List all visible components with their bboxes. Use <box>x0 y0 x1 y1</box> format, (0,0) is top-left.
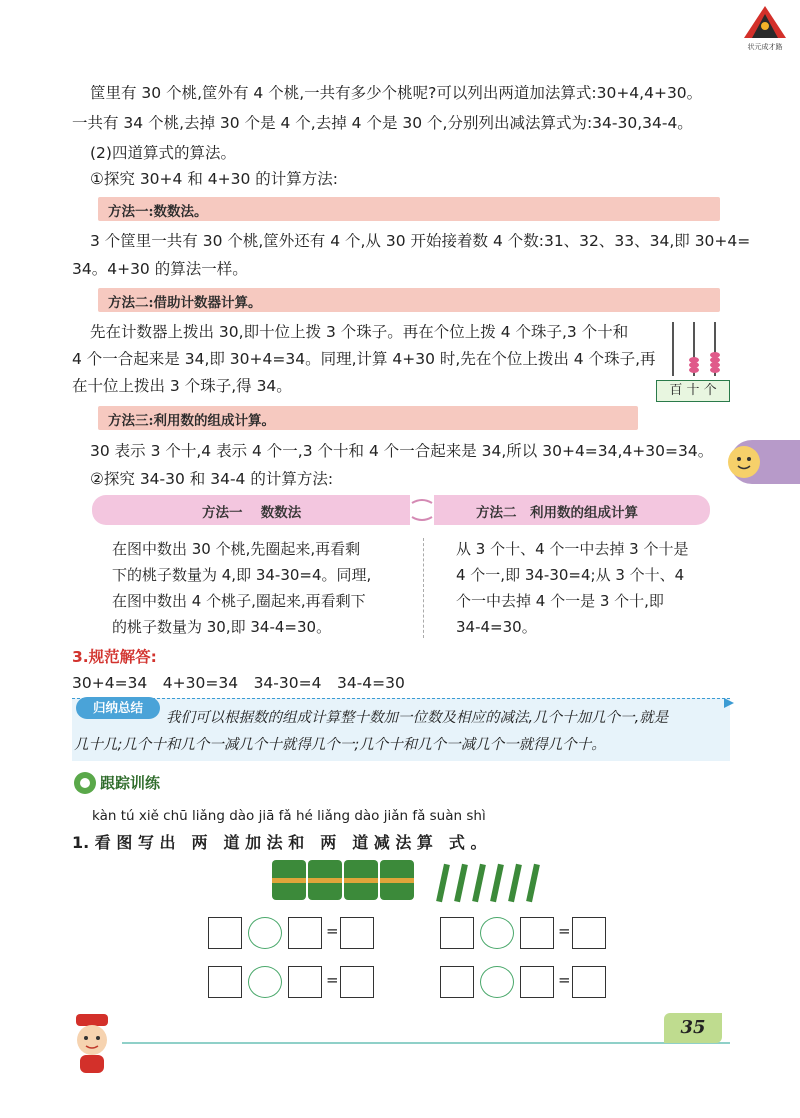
single-stick-icon <box>508 864 522 902</box>
left-line: 的桃子数量为 30,即 34-4=30。 <box>112 618 332 636</box>
practice-pinyin: kàn tú xiě chū liǎng dào jiā fǎ hé liǎng dào jiǎn fǎ suàn shì <box>92 808 486 824</box>
left-column-header <box>92 495 410 525</box>
intro-line-1: 筐里有 30 个桃,筐外有 4 个桃,一共有多少个桃呢?可以列出两道加法算式:30+4,4+30。 <box>90 84 703 102</box>
right-line: 4 个一,即 34-30=4;从 3 个十、4 <box>456 566 685 584</box>
left-column-title: 方法一 数数法 <box>202 505 302 521</box>
publisher-logo <box>742 4 788 51</box>
practice-question: 1. 看 图 写 出 两 道 加 法 和 两 道 减 法 算 式 。 <box>72 833 487 852</box>
answer-box[interactable] <box>288 966 322 998</box>
logo-caption: 状元成才路 <box>747 43 783 51</box>
stick-bundle-icon <box>344 860 378 900</box>
left-column-text <box>112 536 371 640</box>
summary-line-1: 我们可以根据数的组成计算整十数加一位数及相应的减法,几个十加几个一,就是 <box>166 710 669 726</box>
operator-circle[interactable] <box>248 917 282 949</box>
answer-box[interactable] <box>208 917 242 949</box>
method2-line-1: 先在计数器上拨出 30,即十位上拨 3 个珠子。再在个位上拨 4 个珠子,3 个十和 <box>90 323 629 341</box>
operator-circle[interactable] <box>248 966 282 998</box>
sub-question-1: ①探究 30+4 和 4+30 的计算方法: <box>90 170 338 188</box>
practice-title: 跟踪训练 <box>100 774 161 792</box>
stick-bundle-icon <box>272 860 306 900</box>
answer-label: 3.规范解答: <box>72 648 157 666</box>
equals-sign: = <box>326 922 339 940</box>
answer-box[interactable] <box>340 966 374 998</box>
footer-line <box>122 1042 730 1044</box>
answer-box[interactable] <box>520 917 554 949</box>
column-divider <box>423 538 424 638</box>
summary-line-2: 几十几;几个十和几个一减几个十就得几个一;几个十和几个一减几个一就得几个十。 <box>74 737 606 753</box>
method2-line-3: 在十位上拨出 3 个珠子,得 34。 <box>72 377 292 395</box>
answer-box[interactable] <box>572 966 606 998</box>
answer-box[interactable] <box>440 966 474 998</box>
method1-band <box>98 197 720 221</box>
mascot-boy-icon <box>64 1010 120 1074</box>
right-line: 从 3 个十、4 个一中去掉 3 个十是 <box>456 540 689 558</box>
answer-line: 30+4=34 4+30=34 34-30=4 34-4=30 <box>72 674 405 692</box>
counting-abacus <box>656 320 732 396</box>
answer-box[interactable] <box>520 966 554 998</box>
answer-box[interactable] <box>340 917 374 949</box>
method2-band <box>98 288 720 312</box>
abacus-base-labels: 百 十 个 <box>656 380 730 402</box>
equals-sign: = <box>326 971 339 989</box>
right-line: 个一中去掉 4 个一是 3 个十,即 <box>456 592 664 610</box>
answer-box[interactable] <box>208 966 242 998</box>
abacus-rods-icon <box>656 320 732 376</box>
right-column-text <box>456 536 688 640</box>
method2-line-2: 4 个一合起来是 34,即 30+4=34。同理,计算 4+30 时,先在个位上拨出 4 个珠子,再 <box>72 350 656 368</box>
equals-sign: = <box>558 922 571 940</box>
summary-tag: 归纳总结 <box>76 697 160 719</box>
right-column-title: 方法二 利用数的组成计算 <box>476 505 638 521</box>
left-line: 在图中数出 4 个桃子,圈起来,再看剩下 <box>112 592 366 610</box>
left-line: 下的桃子数量为 4,即 34-30=4。同理, <box>112 566 372 584</box>
logo-mountain-icon <box>742 4 788 40</box>
intro-line-2: 一共有 34 个桃,去掉 30 个是 4 个,去掉 4 个是 30 个,分别列出减法算式为:34-30,34-4。 <box>72 114 693 132</box>
practice-badge-icon <box>72 770 98 796</box>
single-stick-icon <box>526 864 540 902</box>
page-number: 35 <box>664 1013 722 1043</box>
side-tab-face-icon <box>728 446 760 478</box>
operator-circle[interactable] <box>480 966 514 998</box>
operator-circle[interactable] <box>480 917 514 949</box>
method1-line-2: 34。4+30 的算法一样。 <box>72 260 248 278</box>
method3-band <box>98 406 638 430</box>
equals-sign: = <box>558 971 571 989</box>
stick-bundle-icon <box>308 860 342 900</box>
single-stick-icon <box>436 864 450 902</box>
right-line: 34-4=30。 <box>456 618 537 636</box>
stick-bundles-image <box>272 858 552 908</box>
header-connector-icon <box>410 495 434 525</box>
answer-box[interactable] <box>572 917 606 949</box>
left-line: 在图中数出 30 个桃,先圈起来,再看剩 <box>112 540 361 558</box>
answer-box[interactable] <box>288 917 322 949</box>
method2-label: 方法二:借助计数器计算。 <box>108 295 262 311</box>
method1-line-1: 3 个筐里一共有 30 个桃,筐外还有 4 个,从 30 开始接着数 4 个数:31、32、33、34,即 30+4= <box>90 232 751 250</box>
stick-bundle-icon <box>380 860 414 900</box>
section-title: (2)四道算式的算法。 <box>90 144 236 162</box>
answer-box[interactable] <box>440 917 474 949</box>
single-stick-icon <box>490 864 504 902</box>
single-stick-icon <box>454 864 468 902</box>
method1-label: 方法一:数数法。 <box>108 204 208 220</box>
right-column-header <box>434 495 710 525</box>
single-stick-icon <box>472 864 486 902</box>
method3-label: 方法三:利用数的组成计算。 <box>108 413 275 429</box>
sub-question-2: ②探究 34-30 和 34-4 的计算方法: <box>90 470 334 488</box>
method3-line-1: 30 表示 3 个十,4 表示 4 个一,3 个十和 4 个一合起来是 34,所以 30+4=34,4+30=34。 <box>90 442 714 460</box>
